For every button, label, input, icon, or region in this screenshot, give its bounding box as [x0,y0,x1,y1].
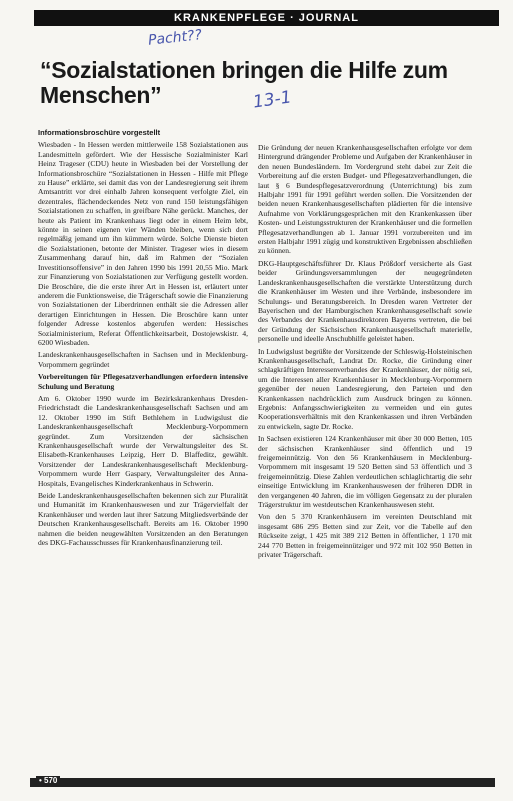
page-number: • 570 [36,776,60,785]
article-headline: “Sozialstationen bringen die Hilfe zum Menschen” [40,57,448,108]
footer-bar [30,778,495,787]
paragraph: DKG-Hauptgeschäftsführer Dr. Klaus Prößdorf versicherte als Gast beider Gründungsversammlungen der neugegründeten Landeskrankenhausgesellschaften die verstärkte Unterstützung durch die Krankenhäuser im Westen und ihre Verbände, insbesondere im Schulungs- und Beratungsbereich. In Dresden waren Vertreter der Bayerischen und der Hamburgischen Krankenhausgesellschaft sowie des Verbandes der Krankenhausdirektoren Bayerns vertreten, die bei der Gründung der Sächsischen Krankenhausgesellschaft materielle, personelle und ideelle Anschubhilfe geleistet haben. [258,258,472,344]
paragraph: Von den 5 370 Krankenhäusern im vereinten Deutschland mit insgesamt 686 295 Betten sind zur Zeit, vor die Tabelle auf den Rückseite zeigt, 1 425 mit 389 212 Betten in öffentlicher, 1 170 mit 244 770 Betten in freigemeinnütziger und 972 mit 102 950 Betten in privater Trägerschaft. [258,512,472,560]
section-subhead: Vorbereitungen für Pflegesatzverhandlungen erfordern intensive Schulung und Beratung [38,372,248,391]
paragraph: Am 6. Oktober 1990 wurde im Bezirkskrankenhaus Dresden-Friedrichstadt die Landeskrankenhausgesellschaft Sachsen und am 12. Oktober 1990 im Stift Bethlehem in Ludwigslust die Landeskrankenhausgesellschaft Mecklenburg-Vorpommern gegründet. Zum Vorsitzenden der sächsischen Krankenhausgesellschaft wurde der Verwaltungsleiter des St. Elisabeth-Krankenhauses Leipzig, Herr D. Blaffeditz, gewählt. Vorsitzender der Landeskrankenhausgesellschaft Mecklenburg-Vorpommern wurde Herr Gaspary, Verwaltungsleiter des Anna-Hospitals, Evangelisches Kinderkrankenhaus in Schwerin. [38,393,248,488]
paragraph: In Ludwigslust begrüßte der Vorsitzende der Schleswig-Holsteinischen Krankenhausgesellschaft, Landrat Dr. Rocke, die Gründung einer schlagkräftigen Interessenverbandes der Krankenhäuser, der nötig sei, um die Interessen aller Krankenhäuser in Mecklenburg-Vorpommern gegenüber der neuen Landesregierung, den Parteien und den Krankenkassen nachdrücklich zum Ausdruck bringen zu können. Ergebnis: Anfangsschwierigkeiten zu vermeiden und ein gutes Kooperationsverhältnis mit den Krankenkassen und ihren Verbänden zu entwickeln, sagte Dr. Rocke. [258,346,472,431]
paragraph: Die Gründung der neuen Krankenhausgesellschaften erfolgte vor dem Hintergrund drängender Probleme und Aufgaben der Krankenhäuser in den neuen Bundesländern. Im Vordergrund steht dabei zur Zeit die Vorbereitung auf die ersten Budget- und Pflegesatzverhandlungen, die laut § 6 Bundespflegesatzverordnung (Unterrichtung) bis zum Halbjahr 1991 für 1991 geführt werden sollen. Die Vorsitzenden der beiden neuen Krankenhausgesellschaften plädierten für die intensive Aufnahme von Vorklärungsgesprächen mit den Krankenkassen über Kosten- und Leistungsstrukturen der Krankenhäuser und die formellen Pflegesatzverhandlungen ab 1. Januar 1991 vorzubereiten und im ersten Halbjahr 1991 zügig und konstruktiven Ergebnissen abschließen zu können. [258,143,472,256]
paragraph: In Sachsen existieren 124 Krankenhäuser mit über 30 000 Betten, 105 der sächsischen Krankenhäuser sind öffentlich und 19 freigemeinnützig. Von den 56 Krankenhäusern in Mecklenburg-Vorpommern mit insgesamt 19 520 Betten sind 53 öffentlich und 3 freigemeinnützig. Diese Zahlen verdeutlichen schlaglichtartig die sehr einseitige Entwicklung im Krankenhauswesen der früheren DDR in den vergangenen 40 Jahren, die im völligen Gegensatz zu der pluralen Trägerstruktur im westdeutschen Krankenhauswesen steht. [258,434,472,510]
paragraph: Landeskrankenhausgesellschaften in Sachsen und in Mecklenburg-Vorpommern gegründet [38,350,248,369]
handwritten-number: 13-1 [251,87,293,113]
handwritten-note: Pacht?? [147,27,203,49]
right-column [258,143,472,562]
paragraph: Wiesbaden - In Hessen werden mittlerweile 158 Sozialstationen aus Landesmitteln gefördert. Wie der Hessische Sozialminister Karl Heinz Trageser (CDU) heute in Wiesbaden bei der Vorstellung der Informationsbroschüre “Sozialstationen in Hessen - Hilfe mit Pflege zu Hause” erklärte, sei damit das von der Landesregierung seit ihrem Amtsantritt vor drei einhalb Jahren konsequent verfolgte Ziel, ein dezentrales, flächendeckendes Netz von rund 150 leistungsfähigen Sozialstationen zu schaffen, in greifbare Nähe gerückt. Manches, der heute als Patient im Krankenhaus liegt oder in einem Heim lebt, könnte in seinen eigenen vier Wänden bleiben, wenn sich dort regelmäßig jemand um ihn kümmern würde. Solche Dienste bieten die Sozialstationen, betonte der Minister. Trageser wies in diesem Zusammenhang darauf hin, daß im Rahmen der “Sozialen Investitionsoffensive” in den Jahren 1990 bis 1991 20,55 Mio. Mark zur Finanzierung von Sozialstationen zur Verfügung gestellt worden. Die Broschüre, die die erste ihrer Art in Hessen ist, erläutert unter anderem die Funktionsweise, die Trägerschaft sowie die Finanzierung von Sozialstationen der Liberdrinnen enthält sie die Adressen aller derartigen Einrichtungen in Hessen. Die Broschüre kann unter folgender Adresse kostenlos abgerufen werden: Hessisches Sozialministerium, Referat Öffentlichkeitsarbeit, Dostojewskistr. 4, 6200 Wiesbaden. [38,140,248,347]
paragraph: Beide Landeskrankenhausgesellschaften bekennen sich zur Pluralität und Humanität im Krankenhauswesen und zur Trägervielfalt der Krankenhäuser und werden laut ihrer Satzung Mitgliedsverbände der Deutschen Krankenhausgesellschaft. Bereits am 16. Oktober 1990 nahmen die beiden neugewählten Vorsitzenden an den Beratungen des DKG-Fachausschusses für Krankenhausfinanzierung teil. [38,491,248,548]
left-column [38,128,248,550]
article-subline: Informationsbroschüre vorgestellt [38,128,161,137]
section-header: KRANKENPFLEGE · JOURNAL [34,10,499,26]
